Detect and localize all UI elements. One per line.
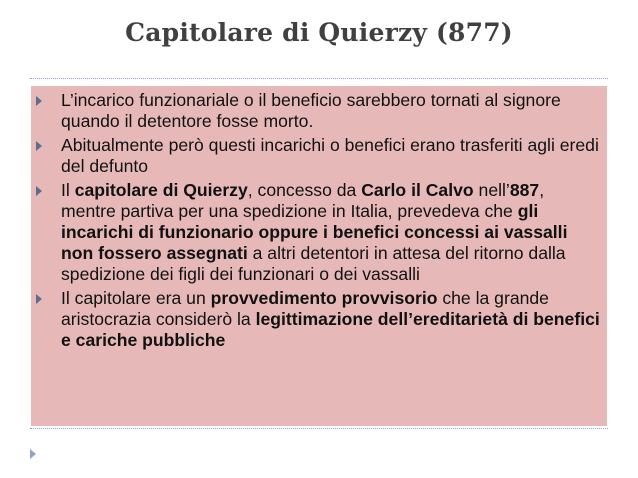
text-run: che la grande aristocrazia considerò la xyxy=(61,288,549,329)
triangle-bullet-icon xyxy=(36,186,42,196)
bold-text-run: legittimazione dell’ereditarietà di benefici e cariche pubbliche xyxy=(61,309,600,350)
bullet-item xyxy=(31,288,601,351)
triangle-bullet-icon xyxy=(36,96,42,106)
text-run: Il xyxy=(61,180,75,200)
bullet-text xyxy=(61,180,567,284)
triangle-bullet-icon xyxy=(36,294,42,304)
bullet-item xyxy=(31,90,601,132)
bold-text-run: provvedimento provvisorio xyxy=(210,288,438,308)
bullet-item xyxy=(31,180,601,285)
slide-title: Capitolare di Quierzy (877) xyxy=(125,18,513,47)
text-run: a altri detentori in attesa del ritorno dalla spedizione dei figli dei funzionari o dei vassalli xyxy=(61,243,566,284)
bold-text-run: gli incarichi di funzionario oppure i benefici concessi ai vassalli non fossero assegnati xyxy=(61,201,568,263)
text-run: Abitualmente però questi incarichi o benefici erano trasferiti agli eredi del defunto xyxy=(61,135,599,176)
top-divider xyxy=(30,78,608,79)
bullet-text xyxy=(61,288,600,350)
bold-text-run: Carlo il Calvo xyxy=(361,180,474,200)
text-run: Il capitolare era un xyxy=(61,288,211,308)
bullet-text xyxy=(61,90,561,131)
text-run: , concesso da xyxy=(247,180,362,200)
bold-text-run: 887 xyxy=(509,180,540,200)
text-run: , mentre partiva per una spedizione in Italia, prevedeva che xyxy=(61,180,545,221)
bold-text-run: capitolare di Quierzy xyxy=(74,180,248,200)
text-run: L’incarico funzionariale o il beneficio sarebbero tornati al signore quando il detentore fosse morto. xyxy=(61,90,561,131)
bottom-divider xyxy=(30,428,608,429)
triangle-bullet-icon xyxy=(36,141,42,151)
bullet-text xyxy=(61,135,599,176)
bullet-item xyxy=(31,135,601,177)
content-box xyxy=(31,86,607,426)
text-run: nell’ xyxy=(473,180,510,200)
bullet-list xyxy=(31,86,607,351)
corner-arrow-icon xyxy=(30,449,36,459)
